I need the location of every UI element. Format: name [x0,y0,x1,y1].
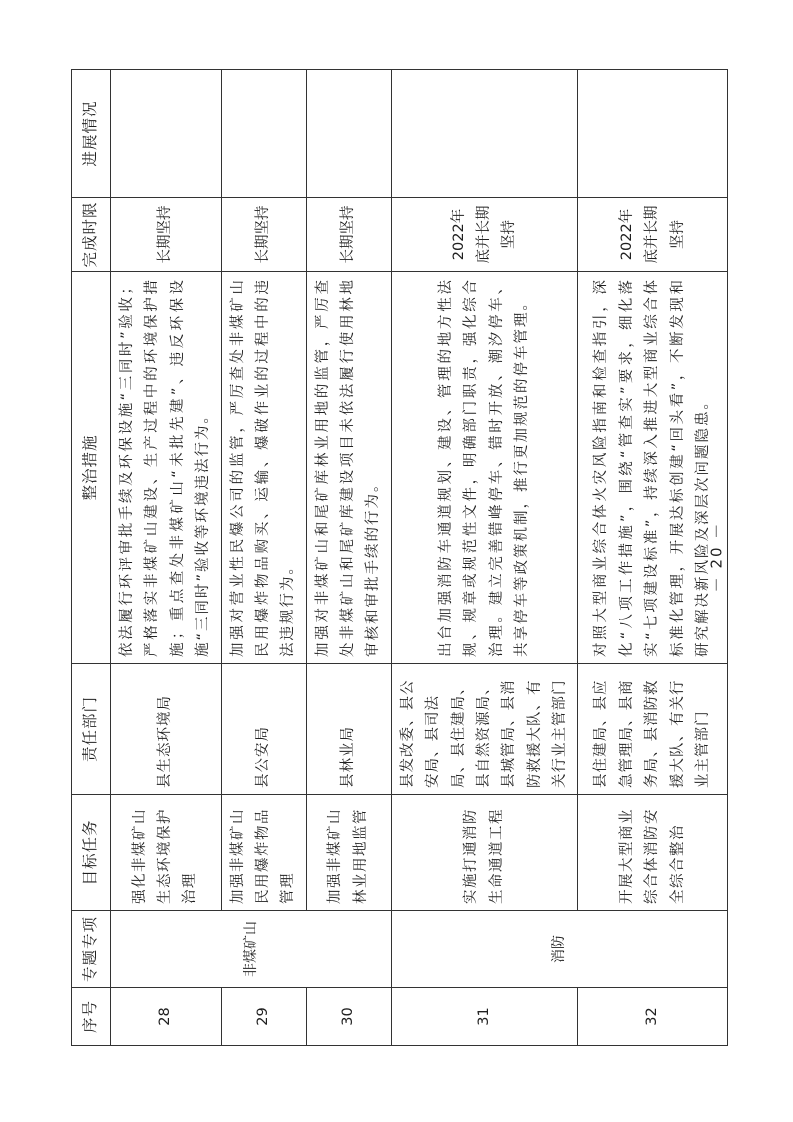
row-number: 31 [391,988,578,1046]
responsible-dept: 县林业局 [306,664,391,795]
progress [577,70,727,198]
remediation-measure: 依法履行环评审批手续及环保设施“三同时”验收；严格落实非煤矿山建设、生产过程中的环境保护措施；重点查处非煤矿山“未批先建”、违反环保设施“三同时”验收等环境违法行为。 [110,272,221,664]
table-row [306,70,391,1046]
header-no: 序号 [71,988,110,1046]
deadline: 长期坚持 [221,198,306,272]
row-number: 32 [577,988,727,1046]
progress [221,70,306,198]
progress [306,70,391,198]
topic-cell-fire: 消防 [391,911,728,988]
target-task: 强化非煤矿山生态环境保护治理 [110,795,221,911]
responsible-dept: 县发改委、县公安局、县司法局、县住建局、县自然资源局、县城管局、县消防救援大队、有关行业主管部门 [391,664,578,795]
remediation-measure: 加强对非煤矿山和尾矿库林业用地的监管，严厉查处非煤矿山和尾矿库建设项目未依法履行使用林地审核和审批手续的行为。 [306,272,391,664]
rotated-table-sheet [71,70,723,1046]
responsible-dept: 县生态环境局 [110,664,221,795]
deadline: 2022年底并长期坚持 [577,198,727,272]
header-task: 目标任务 [71,795,110,911]
deadline: 长期坚持 [110,198,221,272]
target-task: 加强非煤矿山林业用地监管 [306,795,391,911]
header-dept: 责任部门 [71,664,110,795]
target-task: 加强非煤矿山民用爆炸物品管理 [221,795,306,911]
table-header-row [71,70,110,1046]
remediation-measure: 对照大型商业综合体火灾风险指南和检查指引，深化“八项工作措施”，围绕“管查实”要求，细化落实“七项建设标准”，持续深入推进大型商业综合体标准化管理，开展达标创建“回头看”，不断发现和研究解决新风险及深层次问题隐患。 [577,272,727,664]
row-number: 28 [110,988,221,1046]
responsible-dept: 县公安局 [221,664,306,795]
row-number: 30 [306,988,391,1046]
remediation-measure: 加强对营业性民爆公司的监管，严厉查处非煤矿山民用爆炸物品购买、运输、爆破作业的过程中的违法违规行为。 [221,272,306,664]
header-measure: 整治措施 [71,272,110,664]
table-row [391,70,578,1046]
page-number: － 20 － [707,521,726,593]
deadline: 长期坚持 [306,198,391,272]
table-row [221,70,306,1046]
table-row [110,70,221,1046]
row-number: 29 [221,988,306,1046]
remediation-table [71,69,728,1046]
header-topic: 专题专项 [71,911,110,988]
target-task: 开展大型商业综合体消防安全综合整治 [577,795,727,911]
remediation-measure: 出台加强消防车通道规划、建设、管理的地方性法规、规章或规范性文件，明确部门职责，强化综合治理。建立完善错峰停车、错时开放、潮汐停车、共享停车等政策机制，推行更加规范的停车管理。 [391,272,578,664]
target-task: 实施打通消防生命通道工程 [391,795,578,911]
progress [110,70,221,198]
topic-cell-non-coal-mine: 非煤矿山 [110,911,391,988]
header-progress: 进展情况 [71,70,110,198]
deadline: 2022年底并长期坚持 [391,198,578,272]
header-deadline: 完成时限 [71,198,110,272]
responsible-dept: 县住建局、县应急管理局、县商务局、县消防救援大队、有关行业主管部门 [577,664,727,795]
progress [391,70,578,198]
